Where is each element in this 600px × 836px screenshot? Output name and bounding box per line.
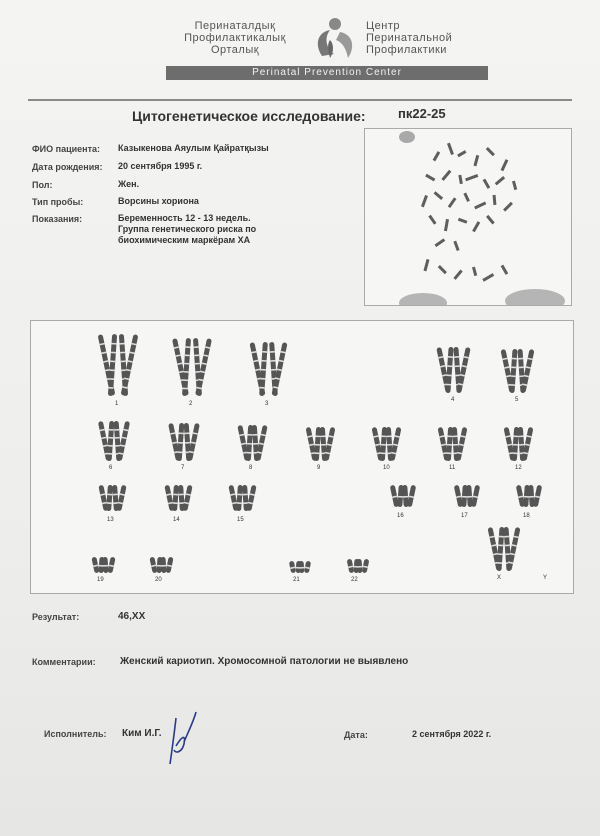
- chromosome-label: 6: [109, 465, 113, 471]
- org-kz-line: Перинаталдық: [194, 20, 276, 32]
- emblem-icon: [310, 14, 360, 64]
- karyogram: [30, 320, 574, 594]
- chromosome-label: Y: [543, 575, 548, 581]
- indication-line: Беременность 12 - 13 недель.: [118, 213, 251, 223]
- chromosome: [119, 334, 139, 396]
- chromosome-label: 19: [97, 577, 104, 583]
- name-label: ФИО пациента:: [32, 144, 101, 154]
- chromosome: [98, 421, 114, 461]
- org-ru-line: Профилактики: [366, 44, 447, 56]
- chromosome: [269, 342, 287, 396]
- chromosome-label: 20: [155, 577, 162, 583]
- chromosome-label: 4: [451, 397, 455, 403]
- executor-name: Ким И.Г.: [122, 728, 162, 739]
- org-ru-line: Центр: [366, 20, 400, 32]
- chromosome: [518, 427, 534, 461]
- comment-value: Женский кариотип. Хромосомной патологии не выявлено: [120, 656, 409, 667]
- chromosome-label: 3: [265, 401, 269, 407]
- metaphase-spread: [365, 129, 571, 305]
- result-label: Результат:: [32, 612, 80, 622]
- chromosome-label: 17: [461, 513, 468, 519]
- chromosome: [357, 559, 370, 574]
- chromosome: [372, 427, 388, 461]
- chromosome-label: 15: [237, 517, 244, 523]
- chromosome-label: 1: [115, 401, 119, 407]
- org-name-kz: [160, 20, 310, 56]
- chromosome: [184, 423, 200, 461]
- chromosome: [528, 485, 542, 508]
- sample-type: Ворсины хориона: [118, 196, 199, 206]
- chromosome: [242, 485, 257, 511]
- chromosome-label: 14: [173, 517, 180, 523]
- chromosome-label: 9: [317, 465, 321, 471]
- report-code: пк22-25: [398, 106, 446, 121]
- chromosome: [454, 485, 468, 508]
- chromosome: [193, 338, 212, 396]
- chromosome: [438, 427, 454, 461]
- chromosome-label: 11: [449, 465, 456, 471]
- chromosome-label: X: [497, 575, 502, 581]
- chromosome: [306, 427, 322, 461]
- dob-label: Дата рождения:: [32, 162, 103, 172]
- report-date: 2 сентября 2022 г.: [412, 729, 492, 739]
- chromosome: [390, 485, 404, 508]
- report-title: Цитогенетическое исследование:: [132, 108, 366, 124]
- chromosome-label: 13: [107, 517, 114, 523]
- chromosome-label: 16: [397, 513, 404, 519]
- chromosome-label: 22: [351, 577, 358, 583]
- header-divider: [28, 99, 572, 101]
- center-logo: [160, 14, 490, 84]
- sex-label: Пол:: [32, 180, 53, 190]
- chromosome: [237, 425, 253, 461]
- org-name-ru: [366, 20, 496, 56]
- chromosome: [517, 349, 534, 393]
- chromosome-label: 21: [293, 577, 300, 583]
- chromosome: [149, 557, 162, 574]
- chromosome: [228, 485, 243, 511]
- chromosome: [436, 347, 453, 393]
- patient-name: Казыкенова Аяулым Қайратқызы: [118, 143, 269, 153]
- chromosome: [172, 338, 191, 396]
- executor-label: Исполнитель:: [44, 729, 107, 739]
- chromosome: [299, 561, 312, 574]
- chromosome-label: 10: [383, 465, 390, 471]
- chromosome-label: 12: [515, 465, 522, 471]
- chromosome: [102, 557, 115, 574]
- chromosome: [452, 427, 468, 461]
- indication-text: [118, 213, 328, 246]
- indication-line: биохимическим маркёрам ХА: [118, 235, 251, 245]
- karyogram-chromosomes: [31, 321, 573, 593]
- chromosome: [500, 349, 517, 393]
- chromosome-label: 18: [523, 513, 530, 519]
- org-kz-line: Орталық: [210, 44, 260, 56]
- chromosome-label: 5: [515, 397, 519, 403]
- result-value: 46,XX: [118, 611, 146, 622]
- chromosome: [503, 527, 520, 571]
- chromosome: [164, 485, 179, 511]
- chromosome: [160, 557, 173, 574]
- chromosome-label: 2: [189, 401, 193, 407]
- chromosome: [487, 527, 504, 571]
- chromosome: [98, 485, 113, 511]
- chromosome: [386, 427, 402, 461]
- chromosome: [402, 485, 416, 508]
- comment-label: Комментарии:: [32, 657, 96, 667]
- chromosome: [453, 347, 470, 393]
- chromosome: [98, 334, 118, 396]
- chromosome: [178, 485, 193, 511]
- patient-dob: 20 сентября 1995 г.: [118, 161, 203, 171]
- chromosome: [466, 485, 480, 508]
- chromosome-label: 8: [249, 465, 253, 471]
- chromosome: [249, 342, 267, 396]
- chromosome: [504, 427, 520, 461]
- sample-label: Тип пробы:: [32, 197, 84, 207]
- org-ru-line: Перинатальной: [366, 32, 453, 44]
- chromosome: [516, 485, 530, 508]
- chromosome: [91, 557, 104, 574]
- patient-sex: Жен.: [118, 179, 140, 189]
- org-name-en: Perinatal Prevention Center: [166, 66, 488, 80]
- chromosome: [320, 427, 336, 461]
- metaphase-image: [364, 128, 572, 306]
- chromosome: [114, 421, 130, 461]
- date-label: Дата:: [344, 730, 368, 740]
- indication-label: Показания:: [32, 214, 83, 224]
- chromosome: [252, 425, 268, 461]
- chromosome-label: 7: [181, 465, 185, 471]
- chromosome: [168, 423, 184, 461]
- org-kz-line: Профилактикалық: [184, 32, 286, 44]
- chromosome: [112, 485, 127, 511]
- signature-icon: [162, 706, 202, 770]
- indication-line: Группа генетического риска по: [118, 224, 257, 234]
